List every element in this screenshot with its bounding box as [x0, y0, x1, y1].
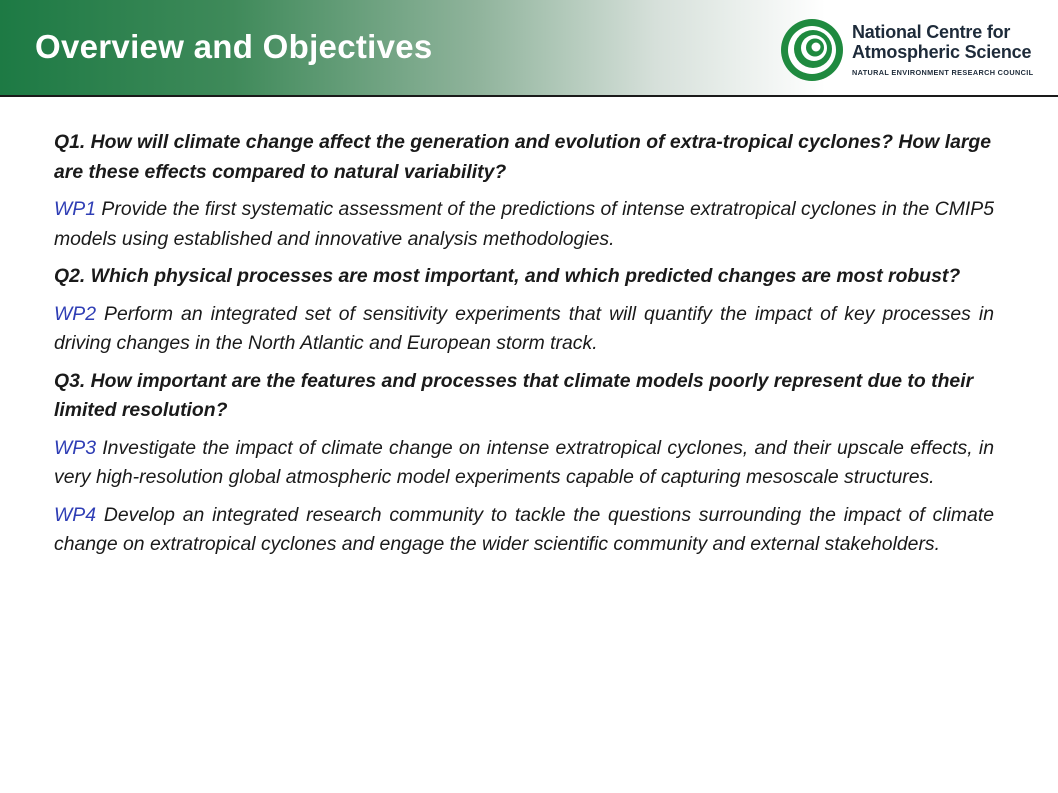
wp2-label: WP2 — [54, 302, 97, 325]
wp4-text: Develop an integrated research community to tackle the questions surrounding the impact of climate change on extratropical cyclones and engage the wider scientific community and external stakeholders. — [54, 503, 994, 555]
wp3-label: WP3 — [54, 436, 97, 459]
ncas-logo — [780, 18, 1052, 82]
content-area — [54, 128, 994, 568]
wp1-text: Provide the first systematic assessment of the predictions of intense extratropical cyclones in the CMIP5 models using established and innovative analysis methodologies. — [54, 198, 994, 250]
logo-name-line2: Atmospheric Science — [852, 42, 1032, 62]
work-package-1 — [54, 195, 994, 254]
slide-title: Overview and Objectives — [35, 28, 433, 65]
question-3: Q3. How important are the features and processes that climate models poorly represent due to their limited resolution? — [54, 369, 974, 421]
logo-subtitle: NATURAL ENVIRONMENT RESEARCH COUNCIL — [852, 68, 1034, 77]
header-bar — [0, 0, 1058, 97]
wp4-label: WP4 — [54, 503, 97, 526]
wp3-text: Investigate the impact of climate change on intense extratropical cyclones, and their upscale effects, in very high-resolution global atmospheric model experiments capable of capturing mesoscale structures. — [54, 436, 994, 488]
question-1: Q1. How will climate change affect the generation and evolution of extra-tropical cyclones? How large are these effects compared to natural variability? — [54, 131, 992, 183]
wp2-text: Perform an integrated set of sensitivity experiments that will quantify the impact of key processes in driving changes in the North Atlantic and European storm track. — [54, 302, 994, 354]
work-package-3 — [54, 434, 994, 493]
question-2: Q2. Which physical processes are most important, and which predicted changes are most robust? — [54, 265, 961, 287]
wp1-label: WP1 — [54, 198, 97, 220]
logo-name-line1: National Centre for — [852, 22, 1011, 42]
logo-organization-name — [852, 22, 1031, 62]
work-package-2 — [54, 300, 994, 359]
ncas-swirl-icon — [780, 18, 844, 82]
work-package-4 — [54, 501, 994, 560]
